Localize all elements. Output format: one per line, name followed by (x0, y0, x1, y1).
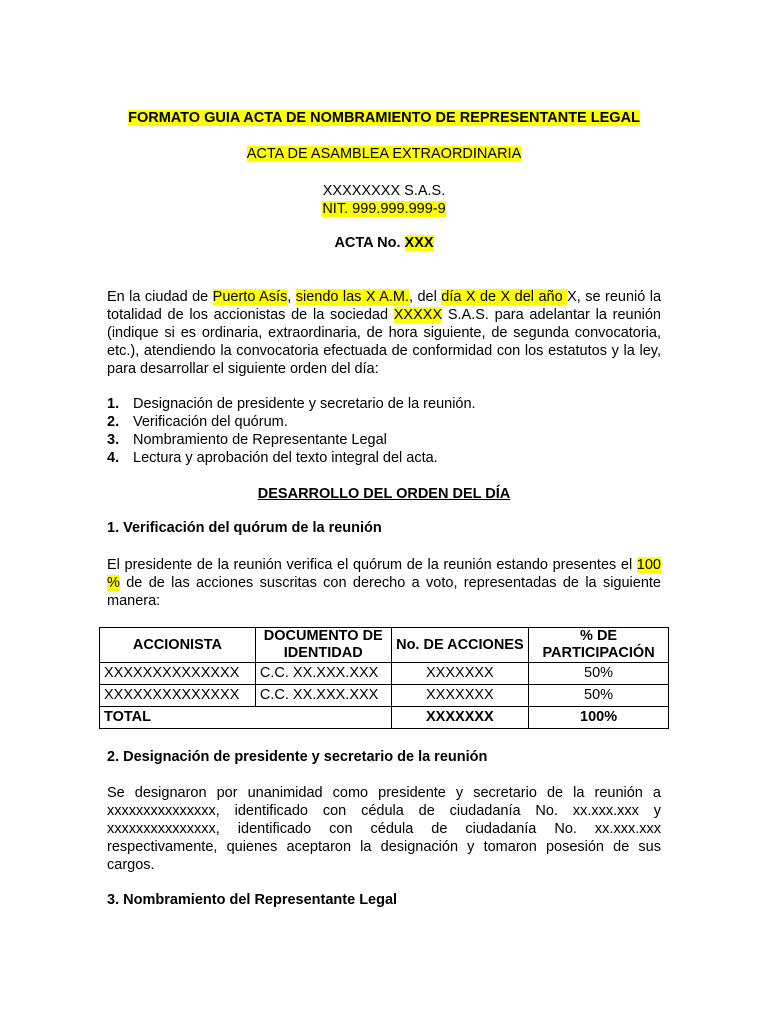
document-title-text: FORMATO GUIA ACTA DE NOMBRAMIENTO DE REPRESENTANTE LEGAL (128, 110, 640, 126)
acta-number: XXX (404, 235, 434, 251)
table-total-percent: 100% (529, 707, 669, 729)
intro-text-5: S.A.S. para adelantar la reunión (indique si es ordinaria, extraordinaria, de hora siguiente, de segunda convocatoria, etc.), atendiendo la convocatoria efectuada de conformidad con los estatutos y la ley, para desarrollar el siguiente orden del día: (107, 307, 661, 377)
section1-text-2: de de las acciones suscritas con derecho a voto, representadas de la siguiente manera: (107, 575, 661, 609)
table-total-label: TOTAL (100, 707, 392, 729)
intro-paragraph (107, 288, 661, 378)
table-header-cell: % DE PARTICIPACIÓN (529, 628, 669, 663)
table-cell: XXXXXXX (391, 685, 529, 707)
agenda-item (107, 413, 661, 431)
agenda-item-text: Designación de presidente y secretario de la reunión. (133, 396, 476, 412)
agenda-item-number: 4. (107, 450, 120, 466)
table-cell: C.C. XX.XXX.XXX (255, 685, 391, 707)
table-header-cell: DOCUMENTO DE IDENTIDAD (255, 628, 391, 663)
intro-city: Puerto Asís (212, 289, 288, 305)
table-header-cell: No. DE ACCIONES (391, 628, 529, 663)
document-subtitle-text: ACTA DE ASAMBLEA EXTRAORDINARIA (246, 146, 522, 162)
agenda-item (107, 395, 661, 413)
table-cell: XXXXXXX (391, 663, 529, 685)
agenda-item (107, 431, 661, 449)
table-row (100, 663, 669, 685)
table-total-row (100, 707, 669, 729)
table-cell: XXXXXXXXXXXXXX (100, 685, 256, 707)
section-title (0, 486, 768, 502)
company-block (0, 182, 768, 218)
intro-date: día X de X del año (441, 289, 568, 305)
section1-percent: 100 % (107, 557, 661, 591)
section-title-text: DESARROLLO DEL ORDEN DEL DÍA (257, 486, 511, 502)
section2-heading: 2. Designación de presidente y secretario de la reunión (107, 749, 488, 765)
table-header-cell: ACCIONISTA (100, 628, 256, 663)
agenda-item-text: Verificación del quórum. (133, 414, 288, 430)
agenda-item-number: 2. (107, 414, 120, 430)
intro-text-1: En la ciudad de (107, 289, 213, 305)
document-subtitle (0, 146, 768, 162)
agenda-item-number: 1. (107, 396, 120, 412)
section1-text-1: El presidente de la reunión verifica el quórum de la reunión estando presentes el (107, 557, 637, 573)
document-title (0, 110, 768, 126)
section3-heading: 3. Nombramiento del Representante Legal (107, 892, 398, 908)
agenda-item-number: 3. (107, 432, 120, 448)
table-cell: C.C. XX.XXX.XXX (255, 663, 391, 685)
table-cell: 50% (529, 685, 669, 707)
table-cell: XXXXXXXXXXXXXX (100, 663, 256, 685)
shareholders-table (99, 627, 669, 729)
intro-company: XXXXX (393, 307, 443, 323)
table-header-row (100, 628, 669, 663)
table-total-shares: XXXXXXX (391, 707, 529, 729)
section2-paragraph: Se designaron por unanimidad como presidente y secretario de la reunión a xxxxxxxxxxxxxxx, identificado con cédula de ciudadanía No. xx.xxx.xxx y xxxxxxxxxxxxxxx, identificado con cédula de ciudadanía No. xx.xxx.xxx respectivamente, quienes aceptaron la designación y tomaron posesión de sus cargos. (107, 785, 661, 873)
intro-text-4: X, se reunió la totalidad de los accionistas de la sociedad (107, 289, 662, 323)
agenda-item (107, 449, 661, 467)
table-row (100, 685, 669, 707)
intro-text-3: , del (409, 289, 442, 305)
company-nit: NIT. 999.999.999-9 (322, 201, 446, 217)
table-cell: 50% (529, 663, 669, 685)
agenda-item-text: Nombramiento de Representante Legal (133, 432, 387, 448)
intro-text-2: , (287, 289, 296, 305)
acta-number-line (0, 235, 768, 251)
section1-paragraph (107, 556, 661, 610)
intro-time: siendo las X A.M. (295, 289, 409, 305)
section1-heading: 1. Verificación del quórum de la reunión (107, 520, 382, 536)
company-name: XXXXXXXX S.A.S. (322, 183, 446, 199)
acta-label: ACTA No. (334, 235, 401, 251)
agenda-item-text: Lectura y aprobación del texto integral del acta. (133, 450, 438, 466)
agenda-list (107, 395, 661, 467)
